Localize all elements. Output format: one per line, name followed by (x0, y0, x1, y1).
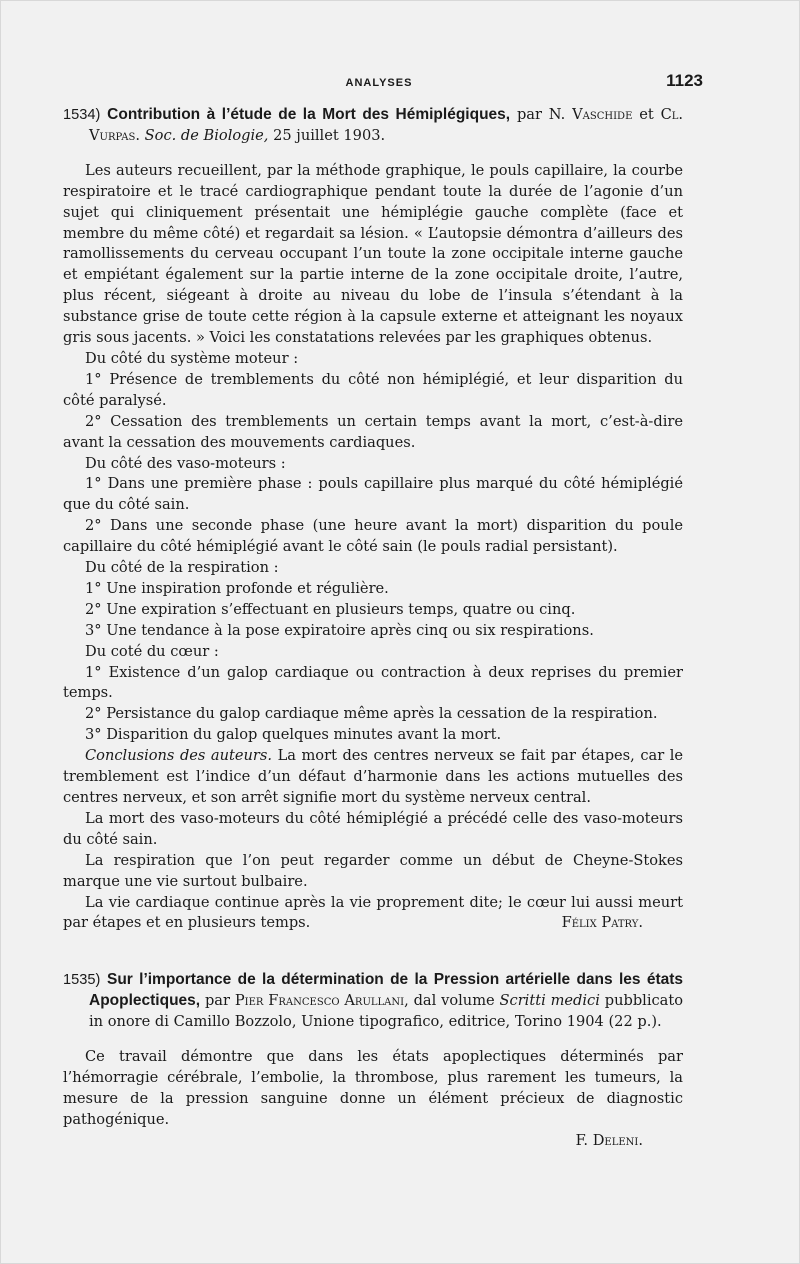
entry-1-and: et (639, 106, 654, 123)
entry-2-author: Pier Francesco Arullani, (234, 992, 409, 1010)
entry-1-author-2: Cl. Vurpas. (89, 106, 684, 144)
entry-1-conclusions (63, 746, 683, 809)
entry-1-paragraph: Du coté du cœur : (85, 642, 219, 660)
running-title: ANALYSES (345, 77, 413, 89)
entry-1-paragraph: 1° Une inspiration profonde et régulière. (85, 579, 389, 597)
entry-2-signature: F. Deleni. (575, 1131, 643, 1149)
entry-1-number: 1534) (63, 107, 101, 123)
entry-2-paragraph: Ce travail démontre que dans les états apoplectiques déterminés par l’hémorragie cérébrale, l’embolie, la thrombose, plus rarement les tumeurs, la mesure de la pression sanguine donne un élément précieux de diagnostic pathogénique. (63, 1048, 683, 1128)
entry-1-paragraph: 2° Cessation des tremblements un certain temps avant la mort, c’est-à-dire avant la cessation des mouvements cardiaques. (63, 412, 683, 451)
section-spacer (63, 934, 683, 970)
entry-1-date: 25 juillet 1903. (273, 126, 386, 144)
entry-2-title: Sur l’importance de la détermination de la Pression artérielle dans les états Apoplectiques, (89, 971, 684, 1010)
entry-1-author-1: Vaschide (572, 106, 633, 123)
entry-1-title: Contribution à l’étude de la Mort des Hémiplégiques, (107, 106, 511, 123)
page-header (63, 71, 703, 93)
entry-2-byline-post: pubblicato in onore di Camillo Bozzolo, Unione tipografico, editrice, Torino 1904 (22 p.). (89, 992, 684, 1031)
entry-1-paragraph: 2° Une expiration s’effectuant en plusieurs temps, quatre ou cinq. (85, 600, 576, 618)
entry-2-byline-mid: dal volume (413, 992, 495, 1010)
entry-1-paragraph: La mort des vaso-moteurs du côté hémiplégié a précédé celle des vaso-moteurs du côté sain. (63, 809, 683, 848)
entry-1-paragraph: Du côté des vaso-moteurs : (85, 454, 286, 472)
entry-1-heading (63, 105, 683, 147)
page-number: 1123 (666, 71, 703, 90)
entry-1-paragraph: Du côté de la respiration : (85, 559, 279, 577)
entry-1-byline-pre: par N. (516, 106, 566, 123)
entry-1-last-paragraph (63, 893, 683, 935)
page-body (63, 105, 683, 1152)
entry-1-paragraph: 1° Dans une première phase : pouls capillaire plus marqué du côté hémiplégié que du côté sain. (63, 475, 683, 514)
entry-1-paragraph: 2° Persistance du galop cardiaque même après la cessation de la respiration. (85, 705, 658, 723)
entry-1-paragraph: 1° Existence d’un galop cardiaque ou contraction à deux reprises du premier temps. (63, 663, 683, 702)
entry-1-paragraph: 3° Disparition du galop quelques minutes avant la mort. (85, 726, 502, 744)
conclusions-label: Conclusions des auteurs. (85, 747, 273, 765)
entry-1-paragraph: Du côté du système moteur : (85, 349, 299, 367)
entry-1-paragraph: La respiration que l’on peut regarder comme un début de Cheyne-Stokes marque une vie surtout bulbaire. (63, 851, 683, 890)
entry-1-paragraph: 3° Une tendance à la pose expiratoire après cinq ou six respirations. (85, 621, 594, 639)
entry-1-last-text: La vie cardiaque continue après la vie proprement dite; le cœur lui aussi meurt par étapes et en plusieurs temps. (63, 893, 683, 932)
entry-1-signature: Félix Patry. (561, 914, 643, 932)
conclusions-text: La mort des centres nerveux se fait par étapes, car le tremblement est l’indice d’un défaut d’harmonie dans les actions mutuelles des centres nerveux, et son arrêt signifie mort du système nerveux central. (63, 747, 684, 806)
entry-2-volume: Scritti medici (499, 992, 600, 1010)
entry-1-journal: Soc. de Biologie, (144, 126, 269, 144)
entry-1-paragraph: 2° Dans une seconde phase (une heure avant la mort) disparition du poule capillaire du côté hémiplégié avant le côté sain (le pouls radial persistant). (63, 517, 683, 556)
entry-1-paragraph: 1° Présence de tremblements du côté non hémiplégié, et leur disparition du côté paralysé. (63, 370, 683, 409)
entry-1-paragraph: Les auteurs recueillent, par la méthode graphique, le pouls capillaire, la courbe respiratoire et le tracé cardiographique pendant toute la durée de l’agonie d’un sujet qui cliniquement présentait une hémiplégie gauche complète (face et membre du même côté) et regardait sa lésion. « L’autopsie démontra d’ailleurs des ramollissements du cerveau occupant l’un toute la zone occipitale interne gauche et empiétant également sur la partie interne de la zone occipitale droite, l’autre, plus récent, siégeant à droite au niveau du lobe de l’insula s’étendant à la substance grise de toute cette région à la capsule externe et atteignant les noyaux gris sous jacents. » Voici les constatations relevées par les graphiques obtenus. (63, 161, 683, 347)
entry-2-byline-pre: par (204, 992, 230, 1010)
entry-2-number: 1535) (63, 972, 101, 989)
entry-2-heading (63, 970, 683, 1033)
